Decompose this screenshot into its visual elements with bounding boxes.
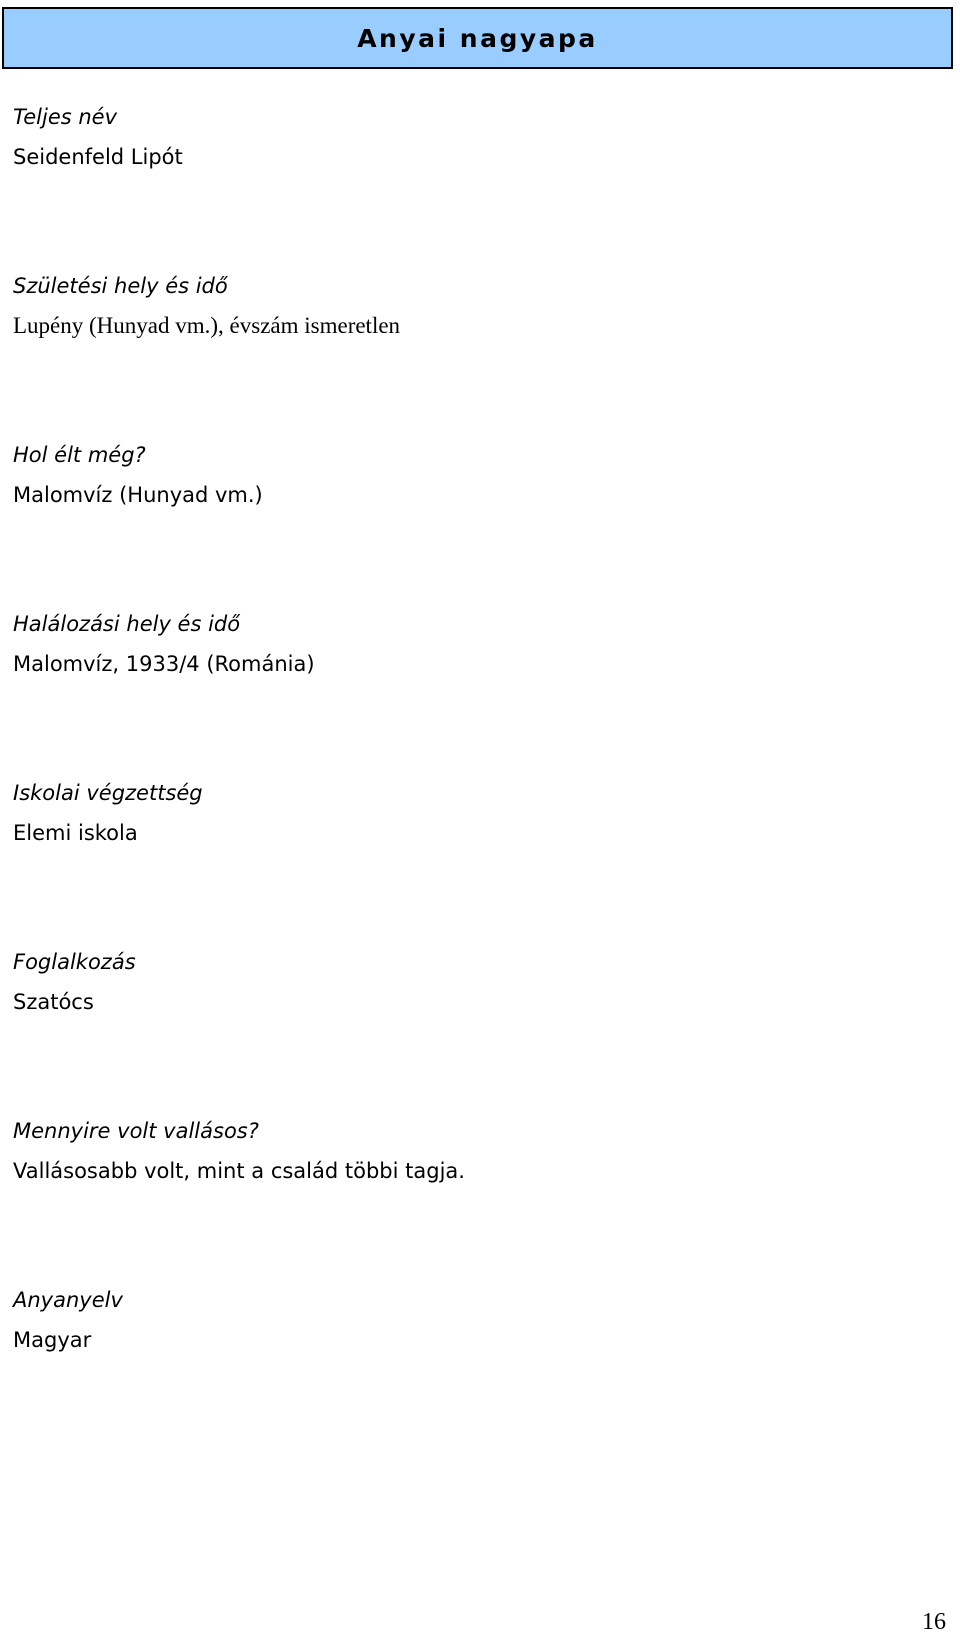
- field-education: [13, 780, 943, 846]
- answer-value: Malomvíz (Hunyad vm.): [13, 483, 263, 507]
- question-label: Halálozási hely és idő: [13, 612, 241, 636]
- field-birth-place-time: [13, 273, 943, 339]
- field-religiosity: [13, 1118, 943, 1184]
- answer-value: Malomvíz, 1933/4 (Románia): [13, 652, 315, 676]
- answer-value: Seidenfeld Lipót: [13, 145, 183, 169]
- field-death-place-time: [13, 611, 943, 677]
- page-number: 16: [922, 1609, 946, 1635]
- question-label: Teljes név: [13, 105, 118, 129]
- answer-value: Elemi iskola: [13, 821, 138, 845]
- field-other-residence: [13, 442, 943, 508]
- field-full-name: [13, 104, 943, 170]
- section-header: [2, 7, 953, 69]
- answer-value: Szatócs: [13, 990, 94, 1014]
- field-occupation: [13, 949, 943, 1015]
- section-title: Anyai nagyapa: [357, 23, 598, 53]
- question-label: Születési hely és idő: [13, 274, 228, 298]
- answer-value: Magyar: [13, 1328, 92, 1352]
- question-label: Anyanyelv: [13, 1288, 123, 1312]
- question-label: Hol élt még?: [13, 443, 146, 467]
- answer-value: Vallásosabb volt, mint a család többi tagja.: [13, 1159, 465, 1183]
- question-label: Foglalkozás: [13, 950, 136, 974]
- question-label: Mennyire volt vallásos?: [13, 1119, 259, 1143]
- field-mother-tongue: [13, 1287, 943, 1353]
- answer-value: Lupény (Hunyad vm.), évszám ismeretlen: [13, 313, 401, 338]
- question-label: Iskolai végzettség: [13, 781, 203, 805]
